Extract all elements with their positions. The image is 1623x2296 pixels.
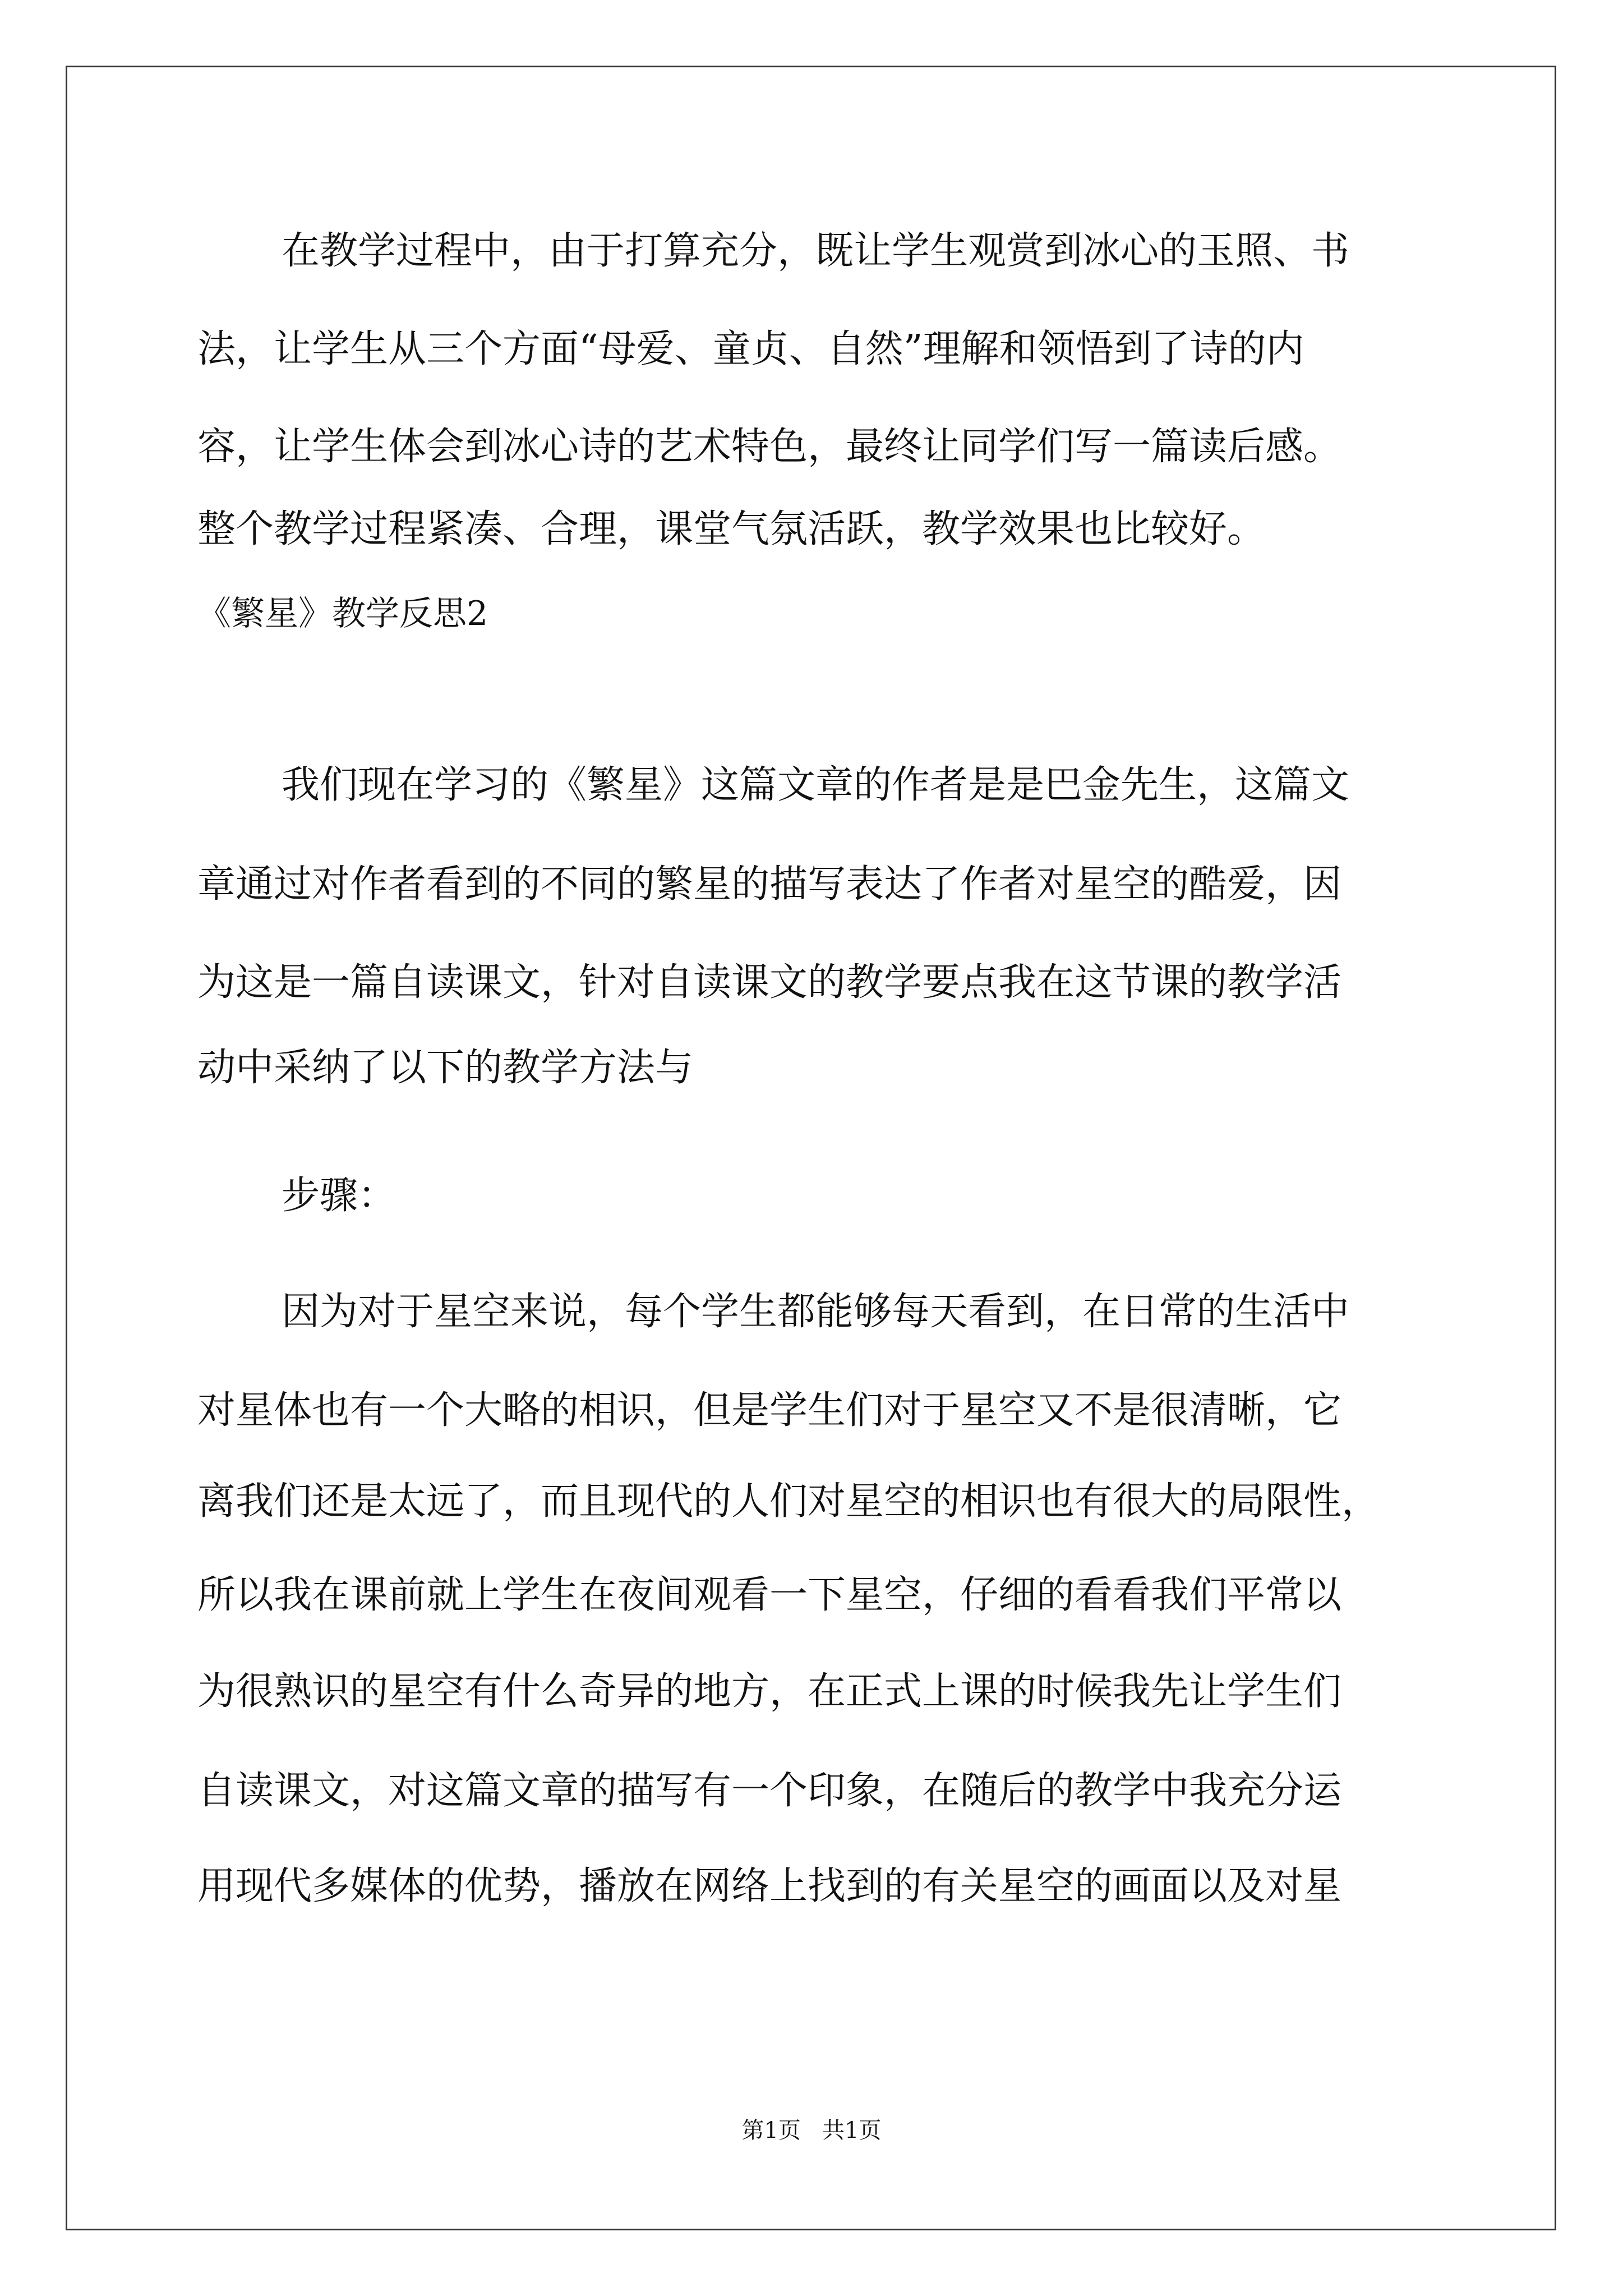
text-line: 动中采纳了以下的教学方法与 [197, 1046, 694, 1090]
text-line: 步骤： [282, 1174, 396, 1218]
text-line: 在教学过程中，由于打算充分，既让学生观赏到冰心的玉照、书 [282, 229, 1350, 273]
text-line: 法，让学生从三个方面“母爱、童贞、自然”理解和领悟到了诗的内 [197, 327, 1304, 371]
text-line: 离我们还是太远了，而且现代的人们对星空的相识也有很大的局限性， [197, 1479, 1380, 1524]
text-line: 我们现在学习的《繁星》这篇文章的作者是是巴金先生，这篇文 [282, 763, 1350, 807]
text-line: 自读课文，对这篇文章的描写有一个印象，在随后的教学中我充分运 [197, 1769, 1342, 1813]
text-line: 所以我在课前就上学生在夜间观看一下星空，仔细的看看我们平常以 [197, 1573, 1342, 1617]
text-line: 容，让学生体会到冰心诗的艺术特色，最终让同学们写一篇读后感。 [197, 425, 1342, 469]
text-line: 章通过对作者看到的不同的繁星的描写表达了作者对星空的酷爱，因 [197, 862, 1342, 907]
text-line: 对星体也有一个大略的相识，但是学生们对于星空又不是很清晰，它 [197, 1388, 1342, 1433]
text-line: 用现代多媒体的优势，播放在网络上找到的有关星空的画面以及对星 [197, 1864, 1342, 1908]
text-line: 为很熟识的星空有什么奇异的地方，在正式上课的时候我先让学生们 [197, 1669, 1342, 1714]
text-line: 因为对于星空来说，每个学生都能够每天看到，在日常的生活中 [282, 1290, 1350, 1334]
text-line: 为这是一篇自读课文，针对自读课文的教学要点我在这节课的教学活 [197, 960, 1342, 1005]
section-heading: 《繁星》教学反思2 [197, 594, 488, 633]
text-line: 整个教学过程紧凑、合理，课堂气氛活跃，教学效果也比较好。 [197, 507, 1266, 551]
page-footer: 第1页 共1页 [741, 2118, 882, 2143]
